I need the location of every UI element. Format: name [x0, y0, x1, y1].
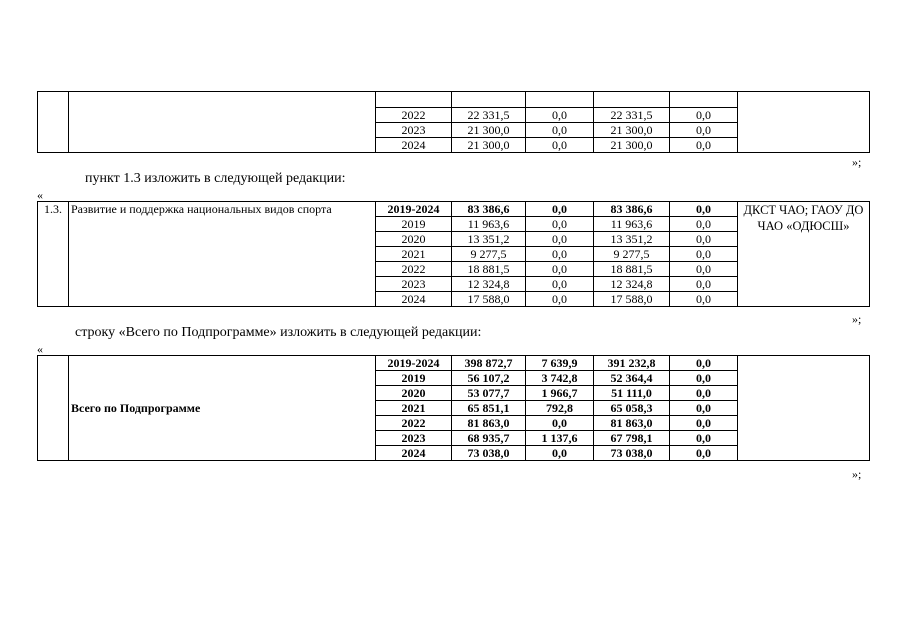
table-row	[38, 92, 870, 108]
closing-quote-1: »;	[852, 155, 862, 169]
district-budget-cell: 0,0	[526, 247, 594, 262]
total-cell: 22 331,5	[452, 108, 526, 123]
total-cell: 53 077,7	[452, 386, 526, 401]
district-budget-cell: 1 966,7	[526, 386, 594, 401]
period-cell: 2019	[376, 371, 452, 386]
total-cell: 83 386,6	[452, 202, 526, 217]
district-budget-cell: 0,0	[526, 108, 594, 123]
period-cell: 2022	[376, 108, 452, 123]
other-sources-cell: 0,0	[670, 292, 738, 307]
opening-quote-2: «	[37, 342, 43, 356]
responsible-cell	[738, 356, 870, 461]
okrug-budget-cell: 18 881,5	[594, 262, 670, 277]
total-cell	[452, 92, 526, 108]
total-cell: 21 300,0	[452, 123, 526, 138]
closing-quote-2: »;	[852, 312, 862, 326]
table-subprogram-total	[37, 355, 870, 461]
okrug-budget-cell: 17 588,0	[594, 292, 670, 307]
period-cell: 2020	[376, 232, 452, 247]
district-budget-cell: 792,8	[526, 401, 594, 416]
total-cell: 21 300,0	[452, 138, 526, 153]
district-budget-cell: 0,0	[526, 217, 594, 232]
other-sources-cell: 0,0	[670, 123, 738, 138]
okrug-budget-cell: 73 038,0	[594, 446, 670, 461]
period-cell: 2019-2024	[376, 202, 452, 217]
period-cell: 2023	[376, 431, 452, 446]
table-item-1-3	[37, 201, 870, 307]
period-cell: 2020	[376, 386, 452, 401]
other-sources-cell: 0,0	[670, 371, 738, 386]
other-sources-cell: 0,0	[670, 247, 738, 262]
period-cell	[376, 92, 452, 108]
district-budget-cell: 0,0	[526, 138, 594, 153]
other-sources-cell: 0,0	[670, 217, 738, 232]
closing-quote-3: »;	[852, 467, 862, 481]
period-cell: 2022	[376, 416, 452, 431]
total-cell: 65 851,1	[452, 401, 526, 416]
district-budget-cell: 7 639,9	[526, 356, 594, 371]
total-cell: 13 351,2	[452, 232, 526, 247]
total-cell: 9 277,5	[452, 247, 526, 262]
other-sources-cell: 0,0	[670, 386, 738, 401]
other-sources-cell: 0,0	[670, 232, 738, 247]
period-cell: 2021	[376, 401, 452, 416]
other-sources-cell: 0,0	[670, 108, 738, 123]
okrug-budget-cell: 52 364,4	[594, 371, 670, 386]
okrug-budget-cell: 22 331,5	[594, 108, 670, 123]
name-cell: Всего по Подпрограмме	[69, 356, 376, 461]
okrug-budget-cell: 13 351,2	[594, 232, 670, 247]
other-sources-cell: 0,0	[670, 431, 738, 446]
okrug-budget-cell: 21 300,0	[594, 138, 670, 153]
district-budget-cell: 1 137,6	[526, 431, 594, 446]
other-sources-cell	[670, 92, 738, 108]
period-cell: 2024	[376, 138, 452, 153]
table-continuation	[37, 91, 870, 153]
name-cell: Развитие и поддержка национальных видов спорта	[69, 202, 376, 307]
total-cell: 12 324,8	[452, 277, 526, 292]
district-budget-cell: 0,0	[526, 123, 594, 138]
other-sources-cell: 0,0	[670, 202, 738, 217]
total-cell: 17 588,0	[452, 292, 526, 307]
total-cell: 56 107,2	[452, 371, 526, 386]
total-cell: 68 935,7	[452, 431, 526, 446]
okrug-budget-cell: 83 386,6	[594, 202, 670, 217]
district-budget-cell: 0,0	[526, 416, 594, 431]
other-sources-cell: 0,0	[670, 277, 738, 292]
period-cell: 2023	[376, 123, 452, 138]
paragraph-total-row: строку «Всего по Подпрограмме» изложить в следующей редакции:	[75, 325, 482, 340]
table-row	[38, 356, 870, 371]
okrug-budget-cell: 65 058,3	[594, 401, 670, 416]
okrug-budget-cell	[594, 92, 670, 108]
total-cell: 73 038,0	[452, 446, 526, 461]
period-cell: 2024	[376, 446, 452, 461]
district-budget-cell: 0,0	[526, 262, 594, 277]
responsible-cell: ДКСТ ЧАО; ГАОУ ДО ЧАО «ОДЮСШ»	[738, 202, 870, 307]
period-cell: 2023	[376, 277, 452, 292]
number-cell	[38, 356, 69, 461]
okrug-budget-cell: 51 111,0	[594, 386, 670, 401]
okrug-budget-cell: 11 963,6	[594, 217, 670, 232]
table-row	[38, 202, 870, 217]
paragraph-item-1-3: пункт 1.3 изложить в следующей редакции:	[85, 171, 346, 186]
district-budget-cell: 0,0	[526, 232, 594, 247]
district-budget-cell: 0,0	[526, 446, 594, 461]
district-budget-cell: 0,0	[526, 292, 594, 307]
other-sources-cell: 0,0	[670, 356, 738, 371]
other-sources-cell: 0,0	[670, 401, 738, 416]
district-budget-cell: 0,0	[526, 277, 594, 292]
period-cell: 2019-2024	[376, 356, 452, 371]
name-cell	[69, 92, 376, 153]
period-cell: 2021	[376, 247, 452, 262]
opening-quote-1: «	[37, 188, 43, 202]
district-budget-cell	[526, 92, 594, 108]
okrug-budget-cell: 12 324,8	[594, 277, 670, 292]
period-cell: 2024	[376, 292, 452, 307]
okrug-budget-cell: 9 277,5	[594, 247, 670, 262]
period-cell: 2019	[376, 217, 452, 232]
okrug-budget-cell: 21 300,0	[594, 123, 670, 138]
other-sources-cell: 0,0	[670, 138, 738, 153]
other-sources-cell: 0,0	[670, 262, 738, 277]
total-cell: 18 881,5	[452, 262, 526, 277]
okrug-budget-cell: 81 863,0	[594, 416, 670, 431]
total-cell: 81 863,0	[452, 416, 526, 431]
okrug-budget-cell: 391 232,8	[594, 356, 670, 371]
okrug-budget-cell: 67 798,1	[594, 431, 670, 446]
other-sources-cell: 0,0	[670, 416, 738, 431]
other-sources-cell: 0,0	[670, 446, 738, 461]
total-cell: 398 872,7	[452, 356, 526, 371]
period-cell: 2022	[376, 262, 452, 277]
number-cell: 1.3.	[38, 202, 69, 307]
district-budget-cell: 0,0	[526, 202, 594, 217]
total-cell: 11 963,6	[452, 217, 526, 232]
number-cell	[38, 92, 69, 153]
responsible-cell	[738, 92, 870, 153]
district-budget-cell: 3 742,8	[526, 371, 594, 386]
